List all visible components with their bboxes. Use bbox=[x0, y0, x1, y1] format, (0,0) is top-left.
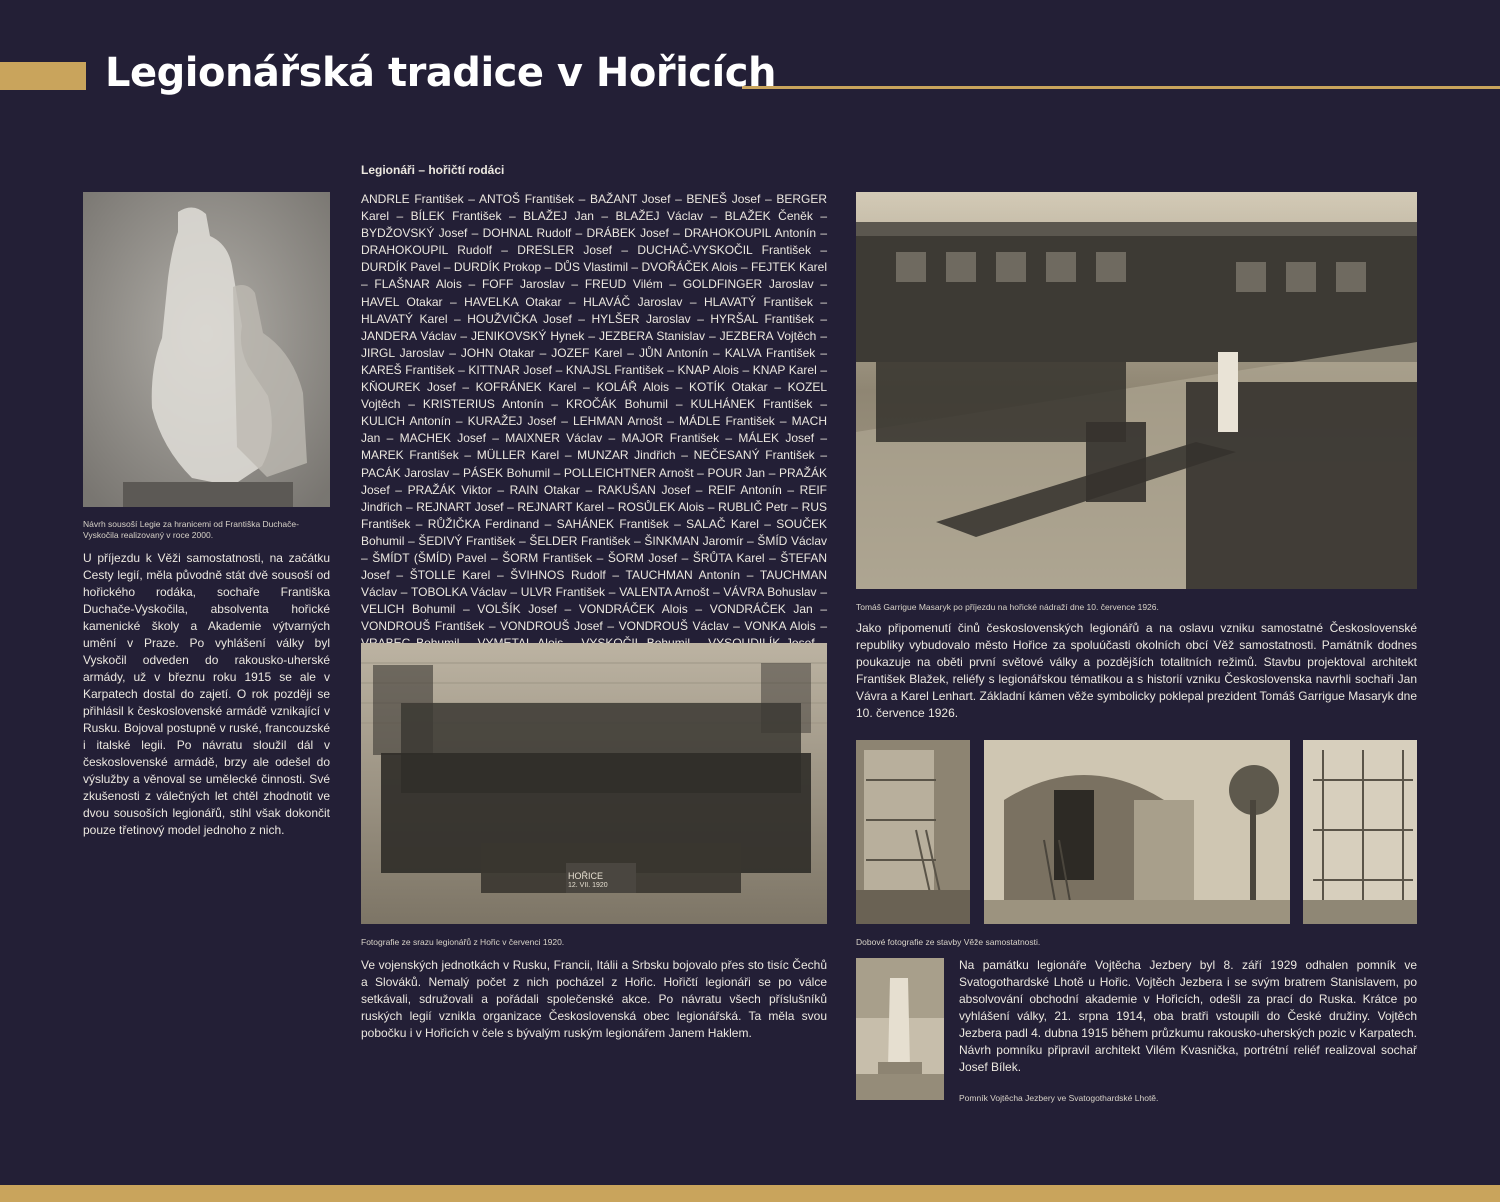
reunion-photo-caption: Fotografie ze srazu legionářů z Hořic v červenci 1920. bbox=[361, 937, 565, 947]
construction-caption: Dobové fotografie ze stavby Věže samostatnosti. bbox=[856, 937, 1041, 947]
construction-photo-3 bbox=[1303, 740, 1417, 924]
page-title: Legionářská tradice v Hořicích bbox=[105, 50, 776, 96]
sculptor-story-text: U příjezdu k Věži samostatnosti, na začátku Cesty legií, měla původně stát dvě sousoší od hořického rodáka, sochaře Františka Duchače-Vyskočila, absolventa hořické kamenické školy a Akademie výtvarných umění v Praze. Po vyhlášení války byl Vyskočil odveden do rakousko-uherské armády, už v březnu roku 1915 se ale v Karpatech dostal do zajetí. O rok později se přihlásil k československé armádě vznikající v Rusku. Bojoval postupně v ruské, francouzské i italské legii. Po návratu sloužil dál v československé armádě, brzy ale odešel do výslužby a věnoval se umělecké činnosti. Své zkušenosti z válečných let chtěl zhodnotit ve dvou sousoších legionářů, stihl však dokončit pouze třetinový model jednoho z nich. bbox=[83, 551, 330, 837]
jezbera-memorial-text: Na památku legionáře Vojtěcha Jezbery byl 8. září 1929 odhalen pomník ve Svatogothardské Lhotě u Hořic. Vojtěch Jezbera i se svým bratrem Stanislavem, po absolvování obchodní akademie v Hořicích, odešli za prací do Ruska. Krátce po vyhlášení války, 21. srpna 1914, oba bratři vstoupili do České družiny. Vojtěch Jezbera padl 4. dubna 1915 během průzkumu rakousko-uherských pozic v Karpatech. Návrh pomníku připravil architekt Vilém Kvasnička, portrétní reliéf realizoval sochař Josef Bílek. bbox=[959, 958, 1417, 1074]
sculpture-photo bbox=[83, 192, 330, 507]
title-rule bbox=[742, 86, 1500, 89]
jezbera-memorial-photo bbox=[856, 958, 944, 1100]
sculpture-caption: Návrh sousoší Legie za hranicemi od Františka Duchače-Vyskočila realizovaný v roce 2000. bbox=[83, 519, 299, 540]
reunion-group-photo bbox=[361, 643, 827, 924]
bottom-accent-band bbox=[0, 1185, 1500, 1202]
tower-history-text: Jako připomenutí činů československých legionářů a na oslavu vzniku samostatné Československé republiky vybudovalo město Hořice za spoluúčasti okolních obcí Věž samostatnosti. Památník dodnes poukazuje na oběti první světové války a pozdějších totalitních režimů. Stavbu projektoval architekt František Blažek, reliéfy s legionářskou tématikou a s historií vzniku Československa navrhli sochaři Jan Vávra a Karel Lenhart. Základní kámen věže symbolicky poklepal prezident Tomáš Garrigue Masaryk dne 10. července 1926. bbox=[856, 621, 1417, 720]
construction-photo-2 bbox=[984, 740, 1290, 924]
construction-photo-1 bbox=[856, 740, 970, 924]
reunion-sign-line1: HOŘICE bbox=[568, 871, 604, 881]
legionnaires-name-list: ANDRLE František – ANTOŠ František – BAŽANT Josef – BENEŠ Josef – BERGER Karel – BÍLEK František – BLAŽEJ Jan – BLAŽEJ Václav – BLAŽEK Čeněk – BYDŽOVSKÝ Josef – DOHNAL Rudolf – DRÁBEK Josef – DRAHOKOUPIL Antonín – DRAHOKOUPIL Rudolf – DRESLER Josef – DUCHAČ-VYSKOČIL František – DURDÍK Pavel – DURDÍK Prokop – DŮS Vlastimil – DVOŘÁČEK Alois – FEJTEK Karel – FLAŠNAR Alois – FOFF Jaroslav – FREUD Vilém – GOLDFINGER Jaroslav – HAVEL Otakar – HAVELKA Otakar – HLAVÁČ Jaroslav – HLAVATÝ František – HLAVATÝ Karel – HOUŽVIČKA Josef – HYLŠER Jaroslav – HYRŠAL František – JANDERA Václav – JENIKOVSKÝ Hynek – JEZBERA Stanislav – JEZBERA Vojtěch – JIRGL Jaroslav – JOHN Otakar – JOZEF Karel – JŮN Antonín – KALVA František – KAREŠ František – KITTNAR Josef – KNAJSL František – KNAP Alois – KNAP Karel – KŇOUREK Josef – KOFRÁNEK Karel – KOLÁŘ Alois – KOTÍK Otakar – KOZEL Vojtěch – KRISTERIUS Antonín – KROČÁK Bohumil – KULHÁNEK František – KULICH Antonín – KURAŽEJ Josef – LEHMAN Arnošt – MÁDLE František – MACH Jan – MACHEK Josef – MAIXNER Václav – MAJOR František – MÁLEK Josef – MAREK František – MÜLLER Karel – MUNZAR Jindřich – NEČESANÝ František – PACÁK Jaroslav – PÁSEK Bohumil – POLLEICHTNER Arnošt – POUR Jan – PRAŽÁK Josef – PRAŽÁK Viktor – RAIN Otakar – RAKUŠAN Josef – REIF Antonín – REIF Jindřich – REJNART Josef – REJNART Karel – ROSŮLEK Alois – RUBLIČ Petr – RUS František – RŮŽIČKA Ferdinand – SAHÁNEK František – SALAČ Karel – SOUČEK Bohumil – ŠEDIVÝ František – ŠELDER František – ŠINKMAN Jaromír – ŠMÍD Václav – ŠMÍDT (ŠMÍD) Pavel – ŠORM František – ŠORM Josef – ŠRŮTA Karel – ŠTEFAN Josef – ŠTOLLE Karel – ŠVIHNOS Rudolf – TAUCHMAN Antonín – TAUCHMAN Václav – TOBOLKA Václav – ULVR František – VALENTA Arnošt – VÁVRA Bohuslav – VELICH Bohumil – VOLŠÍK Josef – VONDRÁČEK Alois – VONDRÁČEK Jan – VONDROUŠ František – VONDROUŠ Josef – VONDROUŠ Václav – VONKA Alois – bbox=[361, 192, 827, 634]
reunion-sign-line2: 12. VII. 1920 bbox=[568, 882, 608, 889]
title-accent-bar bbox=[0, 62, 86, 90]
jezbera-memorial-caption: Pomník Vojtěcha Jezbery ve Svatogothardské Lhotě. bbox=[959, 1093, 1159, 1103]
legion-organisation-text: Ve vojenských jednotkách v Rusku, Francii, Itálii a Srbsku bojovalo přes sto tisíc Čechů a Slováků. Nemalý počet z nich pocházel z Hořic. Hořičtí legionáři se po válce setkávali, sdružovali a pořádali společenské akce. Po návratu všech příslušníků ruských legií vznikla organizace Československá obec legionářská. Ta měla svou pobočku i v Hořicích v čele s bývalým ruským legionářem Janem Haklem. bbox=[361, 958, 827, 1040]
masaryk-arrival-photo bbox=[856, 192, 1417, 589]
legionnaires-heading: Legionáři – hořičtí rodáci bbox=[361, 163, 505, 177]
masaryk-photo-caption: Tomáš Garrigue Masaryk po příjezdu na hořické nádraží dne 10. července 1926. bbox=[856, 602, 1159, 612]
